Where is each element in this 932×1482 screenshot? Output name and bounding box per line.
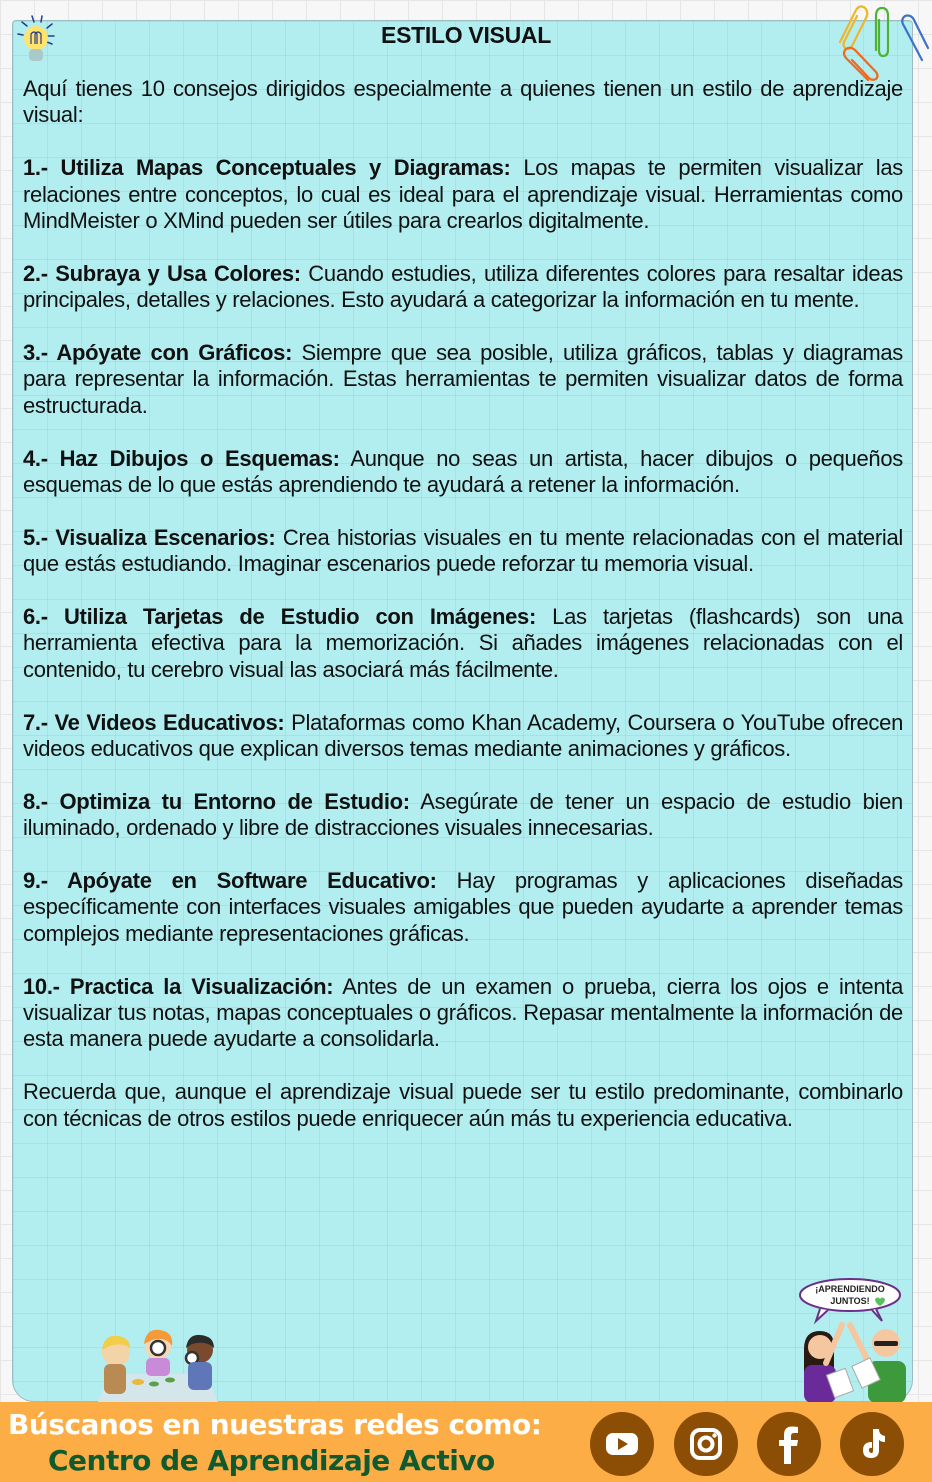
article-body	[23, 76, 903, 1158]
tip-text: Antes de un examen o prueba, cierra los ojos e intenta visualizar tus notas, mapas conceptuales o gráficos. Repasar mentalmente la información de esta manera puede ayudarte a consolidarla.	[23, 973, 903, 1052]
youtube-link[interactable]	[590, 1412, 654, 1476]
teachers-illustration-graphic	[790, 1275, 920, 1403]
tip-text: Cuando estudies, utiliza diferentes colores para resaltar ideas principales, detalles y relaciones. Esto ayudará a categorizar la información en tu mente.	[23, 260, 903, 313]
tip-9	[23, 868, 903, 947]
speech-bubble-line1: ¡APRENDIENDO	[815, 1284, 885, 1294]
footer-cta-text: Búscanos en nuestras redes como:	[8, 1408, 542, 1441]
tip-text: Plataformas como Khan Academy, Coursera o YouTube ofrecen videos educativos que explican diversos temas mediante animaciones y gráficos.	[23, 709, 903, 762]
tip-heading: 6.- Utiliza Tarjetas de Estudio con Imágenes:	[23, 604, 536, 630]
intro-paragraph: Aquí tienes 10 consejos dirigidos especialmente a quienes tienen un estilo de aprendizaje visual:	[23, 76, 903, 128]
tip-heading: 2.- Subraya y Usa Colores:	[23, 260, 301, 286]
tip-heading: 1.- Utiliza Mapas Conceptuales y Diagramas:	[23, 155, 511, 181]
tip-text: Hay programas y aplicaciones diseñadas específicamente con interfaces visuales amigables que pueden ayudarte a aprender temas complejos mediante representaciones gráficas.	[23, 868, 904, 946]
tip-text: Los mapas te permiten visualizar las relaciones entre conceptos, lo cual es ideal para el aprendizaje visual. Herramientas como MindMeister o XMind pueden ser útiles para crearlos digitalmente.	[23, 155, 903, 234]
footer-brand-name: Centro de Aprendizaje Activo	[48, 1444, 495, 1477]
tip-text: Aunque no seas un artista, hacer dibujos o pequeños esquemas de lo que estás aprendiendo te ayudará a retener la información.	[23, 445, 903, 498]
tip-heading: 10.- Practica la Visualización:	[23, 973, 334, 999]
tip-2	[23, 261, 903, 314]
kids-studying-illustration	[88, 1320, 228, 1402]
tip-heading: 9.- Apóyate en Software Educativo:	[23, 868, 437, 894]
tip-5	[23, 525, 903, 578]
closing-paragraph: Recuerda que, aunque el aprendizaje visual puede ser tu estilo predominante, combinarlo con técnicas de otros estilos puede enriquecer aún más tu experiencia educativa.	[23, 1079, 903, 1131]
teachers-high-five-illustration	[790, 1275, 920, 1403]
tip-heading: 3.- Apóyate con Gráficos:	[23, 340, 293, 366]
tip-heading: 7.- Ve Videos Educativos:	[23, 709, 285, 735]
tiktok-link[interactable]	[840, 1412, 904, 1476]
instagram-link[interactable]	[674, 1412, 738, 1476]
tip-heading: 4.- Haz Dibujos o Esquemas:	[23, 445, 340, 471]
tip-heading: 5.- Visualiza Escenarios:	[23, 524, 276, 550]
tip-text: Crea historias visuales en tu mente relacionadas con el material que estás estudiando. Imaginar escenarios puede reforzar tu memoria visual.	[23, 524, 903, 577]
tip-text: Asegúrate de tener un espacio de estudio bien iluminado, ordenado y libre de distracciones visuales innecesarias.	[23, 788, 903, 841]
tip-6	[23, 604, 903, 683]
tip-heading: 8.- Optimiza tu Entorno de Estudio:	[23, 788, 410, 814]
tip-7	[23, 710, 903, 763]
facebook-link[interactable]	[757, 1412, 821, 1476]
facebook-icon	[769, 1424, 809, 1464]
social-footer	[0, 1402, 932, 1482]
tip-10	[23, 974, 903, 1053]
page-title: ESTILO VISUAL	[381, 22, 551, 48]
tip-3	[23, 340, 903, 419]
speech-bubble-line2: JUNTOS!	[830, 1296, 870, 1306]
tip-8	[23, 789, 903, 842]
instagram-icon	[686, 1424, 726, 1464]
tiktok-icon	[852, 1424, 892, 1464]
tip-text: Siempre que sea posible, utiliza gráficos, tablas y diagramas para representar la información. Estas herramientas te permiten visualizar datos de forma estructurada.	[23, 340, 904, 418]
tip-4	[23, 446, 903, 499]
youtube-icon	[602, 1424, 642, 1464]
tip-text: Las tarjetas (flashcards) son una herramienta efectiva para la memorización. Si añades imágenes relacionadas con el contenido, tu cerebro visual las asociará más fácilmente.	[23, 604, 903, 682]
tip-1	[23, 155, 903, 234]
